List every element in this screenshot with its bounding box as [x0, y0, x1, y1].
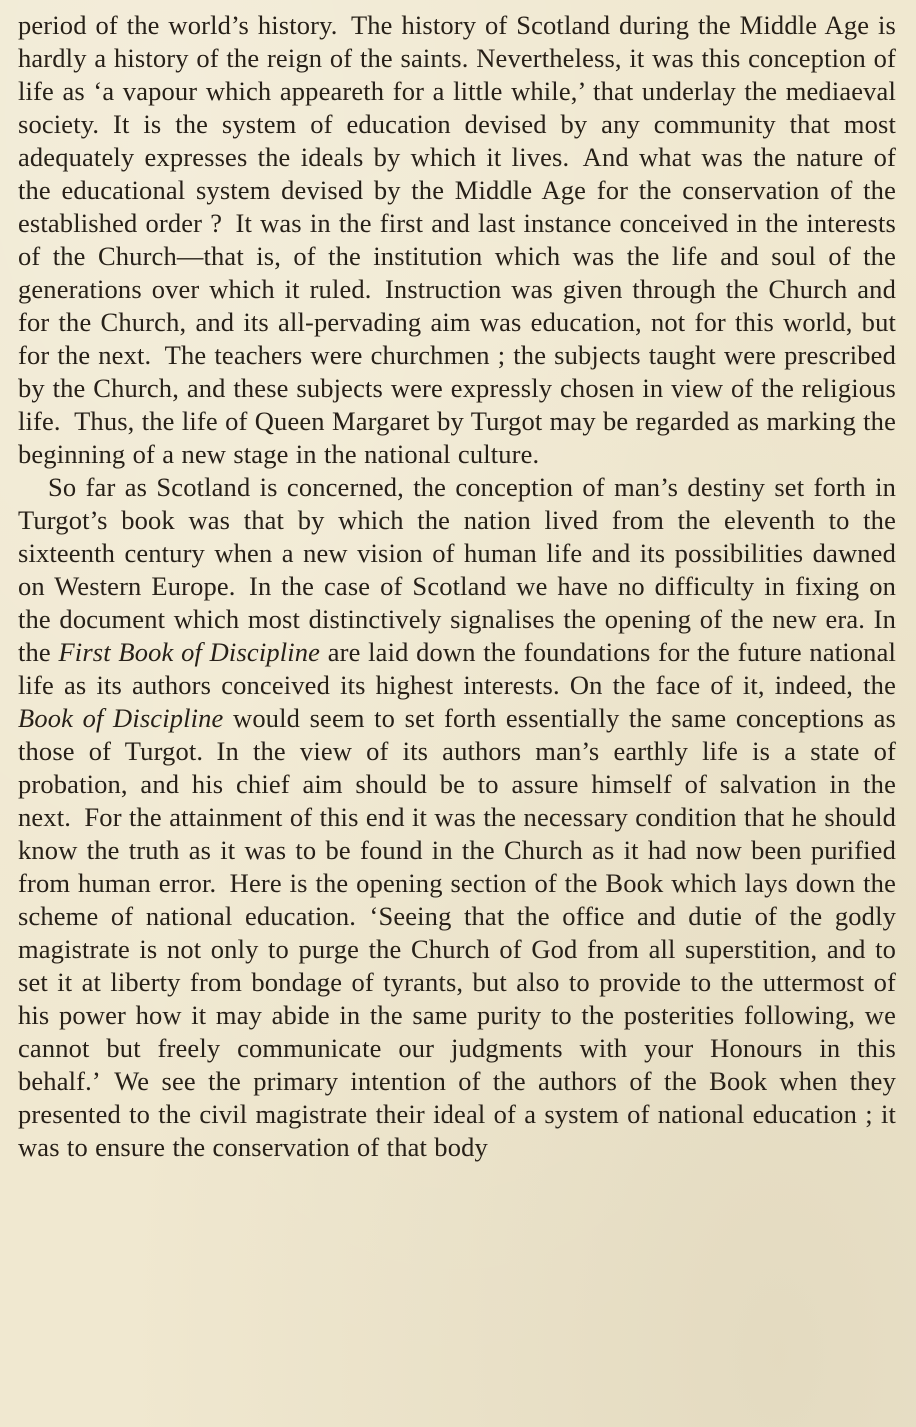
paragraph	[18, 471, 896, 1164]
page-text	[18, 9, 896, 1164]
italic-book-title: First Book of Discipline	[58, 637, 321, 667]
text-run: would seem to set forth essentially the same conceptions as those of Turgot. In the view of its authors man’s earthly life is a state of probation, and his chief aim should be to assure himself of salvation in the next. For the attainment of this end it was the necessary condition that he should know the truth as it was to be found in the Church as it had now been purified from human error. Here is the opening section of the Book which lays down the scheme of national education. ‘Seeing that the office and dutie of the godly magistrate is not only to purge the Church of God from all superstition, and to set it at liberty from bondage of tyrants, but also to provide to the uttermost of his power how it may abide in the same purity to the posterities following, we cannot but freely communicate our judgments with your Honours in this behalf.’ We see the primary intention of the authors of the Book when they presented to the civil magistrate their ideal of a system of national education ; it was to ensure the conservation of that body	[18, 703, 896, 1162]
text-run: are laid down the foundations for the future national life as its authors conceived its highest interests. On the face of it, indeed, the	[18, 637, 896, 700]
paragraph	[18, 9, 896, 471]
text-run: So far as Scotland is concerned, the conception of man’s destiny set forth in Turgot’s book was that by which the nation lived from the eleventh to the sixteenth century when a new vision of human life and its possibilities dawned on Western Europe. In the case of Scotland we have no difficulty in fixing on the document which most distinctively signalises the opening of the new era. In the	[18, 472, 896, 667]
italic-book-title: Book of Discipline	[18, 703, 224, 733]
text-run: period of the world’s history. The history of Scotland during the Middle Age is hardly a history of the reign of the saints. Nevertheless, it was this conception of life as ‘a vapour which appeareth for a little while,’ that underlay the mediaeval society. It is the system of education devised by any community that most adequately expresses the ideals by which it lives. And what was the nature of the educational system devised by the Middle Age for the conservation of the established order ? It was in the first and last instance conceived in the interests of the Church—that is, of the institution which was the life and soul of the generations over which it ruled. Instruction was given through the Church and for the Church, and its all-pervading aim was education, not for this world, but for the next. The teachers were churchmen ; the subjects taught were prescribed by the Church, and these subjects were expressly chosen in view of the religious life. Thus, the life of Queen Margaret by Turgot may be regarded as marking the beginning of a new stage in the national culture.	[18, 10, 896, 469]
